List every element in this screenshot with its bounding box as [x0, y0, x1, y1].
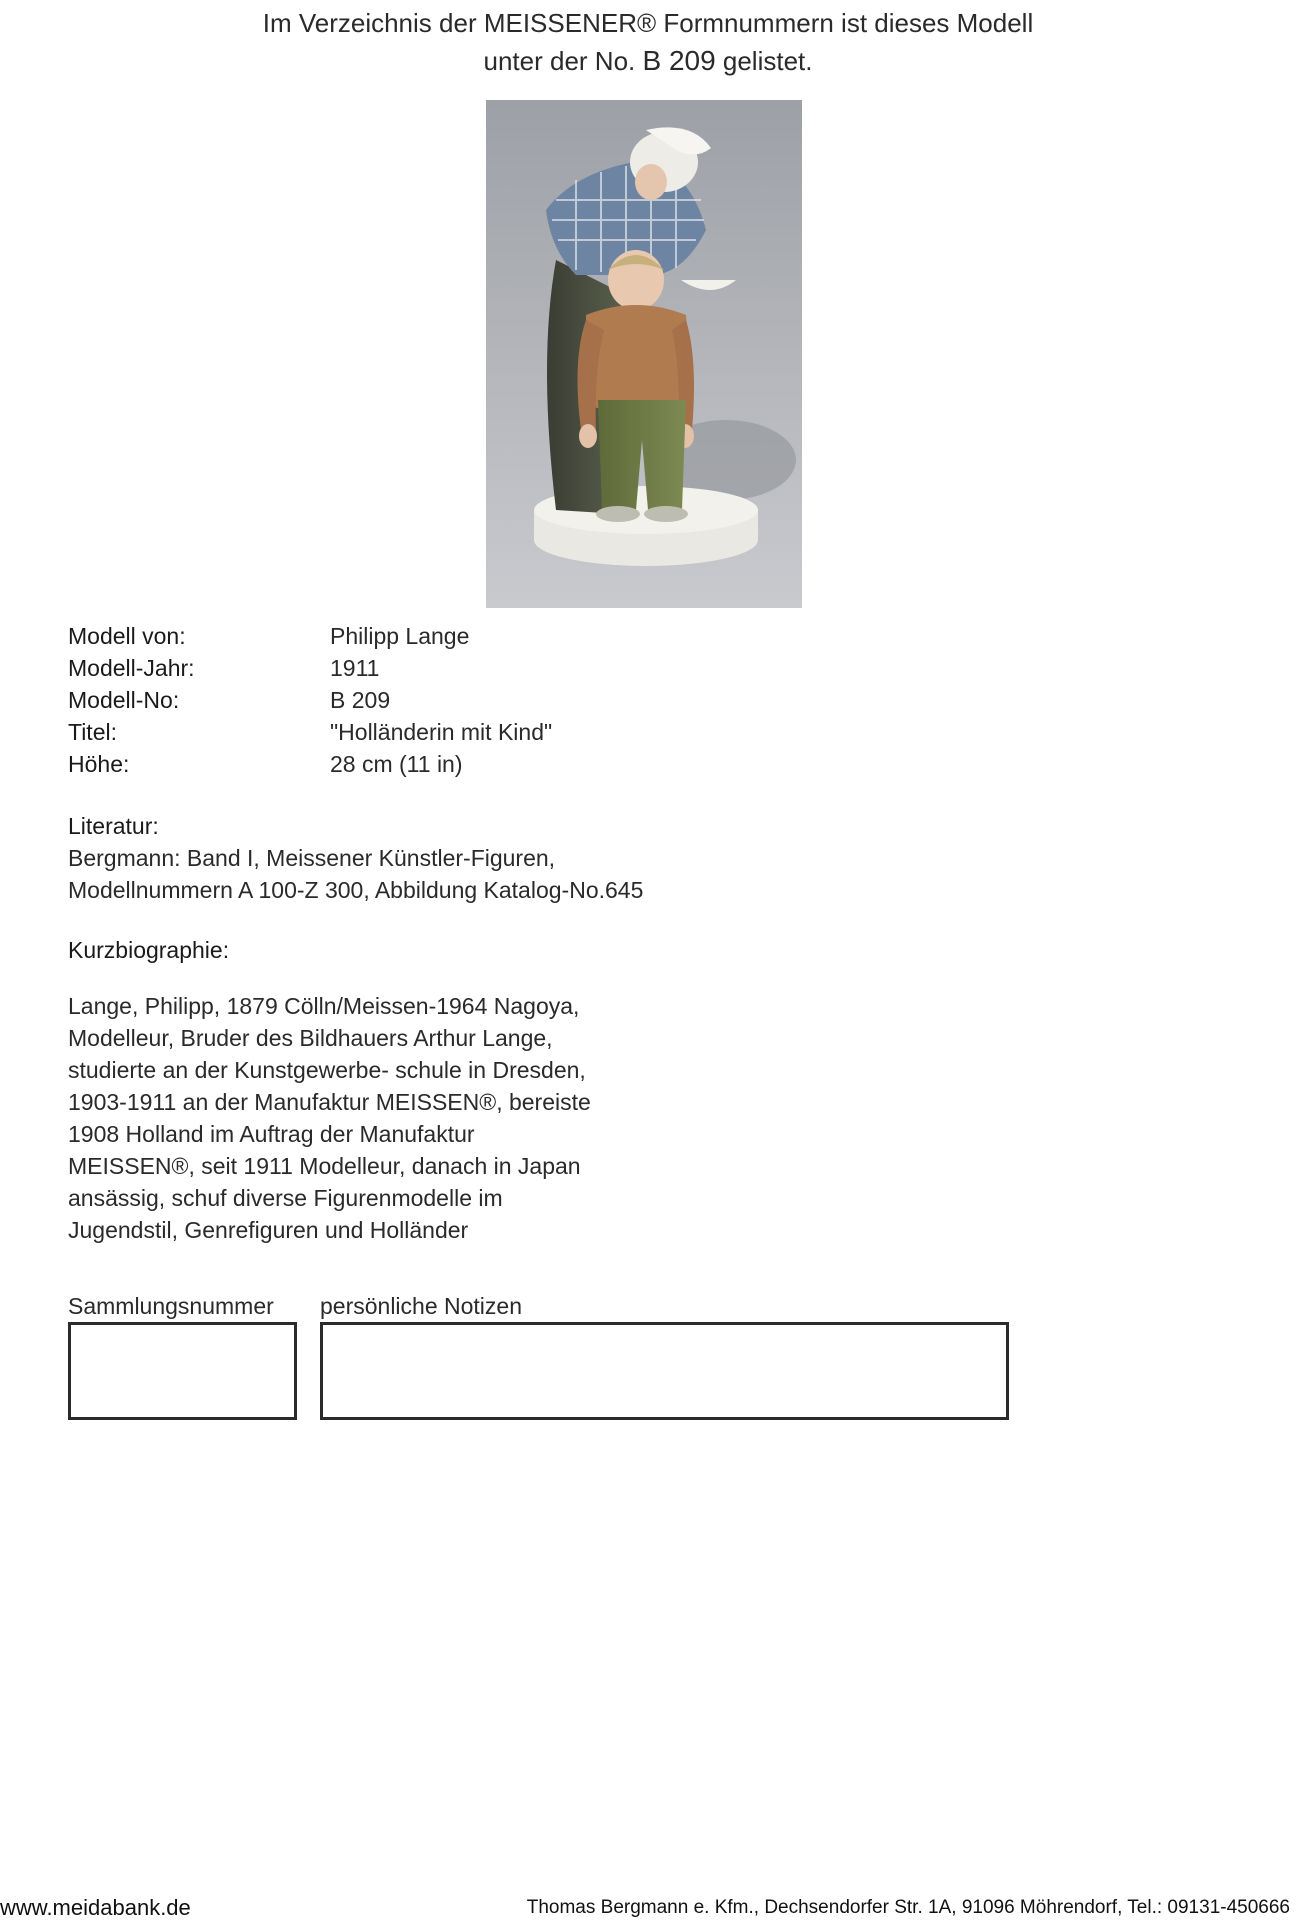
biography-line: ansässig, schuf diverse Figurenmodelle im [68, 1185, 503, 1211]
collection-number-field[interactable] [68, 1322, 297, 1420]
spec-label: Modell von: [68, 623, 186, 649]
spec-row [68, 620, 552, 652]
biography-line: Modelleur, Bruder des Bildhauers Arthur Lange, [68, 1025, 553, 1051]
spec-value: 28 cm (11 in) [330, 751, 463, 777]
spec-value: "Holländerin mit Kind" [330, 719, 553, 745]
spec-row [68, 652, 552, 684]
literature-line: Modellnummern A 100-Z 300, Abbildung Katalog-No.645 [68, 877, 644, 903]
header-prefix: unter der No. [483, 46, 636, 76]
spec-label: Höhe: [68, 751, 130, 777]
spec-label: Modell-No: [68, 687, 180, 713]
biography-line: 1908 Holland im Auftrag der Manufaktur [68, 1121, 475, 1147]
spec-table [68, 620, 552, 780]
header-suffix: gelistet. [722, 46, 813, 76]
spec-value: B 209 [330, 687, 391, 713]
biography-text [68, 990, 668, 1246]
collection-number-label: Sammlungsnummer [68, 1293, 274, 1319]
model-number-highlight: B 209 [642, 45, 716, 76]
literature-heading: Literatur: [68, 813, 159, 839]
footer-address: Thomas Bergmann e. Kfm., Dechsendorfer Str. 1A, 91096 Möhrendorf, Tel.: 09131-450666 [526, 1897, 1290, 1918]
spec-value: Philipp Lange [330, 623, 470, 649]
website-link[interactable]: www.meidabank.de [0, 1895, 191, 1920]
spec-row [68, 716, 552, 748]
page-header [0, 4, 1296, 80]
spec-row [68, 684, 552, 716]
header-line-1: Im Verzeichnis der MEISSENER® Formnummern ist dieses Modell [262, 8, 1034, 38]
porcelain-figure-image [486, 100, 802, 608]
biography-line: Jugendstil, Genrefiguren und Holländer [68, 1217, 469, 1243]
spec-row [68, 748, 552, 780]
biography-line: 1903-1911 an der Manufaktur MEISSEN®, bereiste [68, 1089, 591, 1115]
biography-line: Lange, Philipp, 1879 Cölln/Meissen-1964 Nagoya, [68, 993, 580, 1019]
personal-notes-field[interactable] [320, 1322, 1009, 1420]
biography-line: studierte an der Kunstgewerbe- schule in Dresden, [68, 1057, 586, 1083]
spec-label: Titel: [68, 719, 117, 745]
spec-label: Modell-Jahr: [68, 655, 195, 681]
personal-notes-label: persönliche Notizen [320, 1293, 523, 1319]
literature-section [68, 810, 643, 906]
spec-value: 1911 [330, 655, 380, 681]
header-line-2 [0, 42, 1296, 80]
biography-heading: Kurzbiographie: [68, 937, 230, 963]
literature-line: Bergmann: Band I, Meissener Künstler-Figuren, [68, 845, 556, 871]
biography-line: MEISSEN®, seit 1911 Modelleur, danach in Japan [68, 1153, 581, 1179]
